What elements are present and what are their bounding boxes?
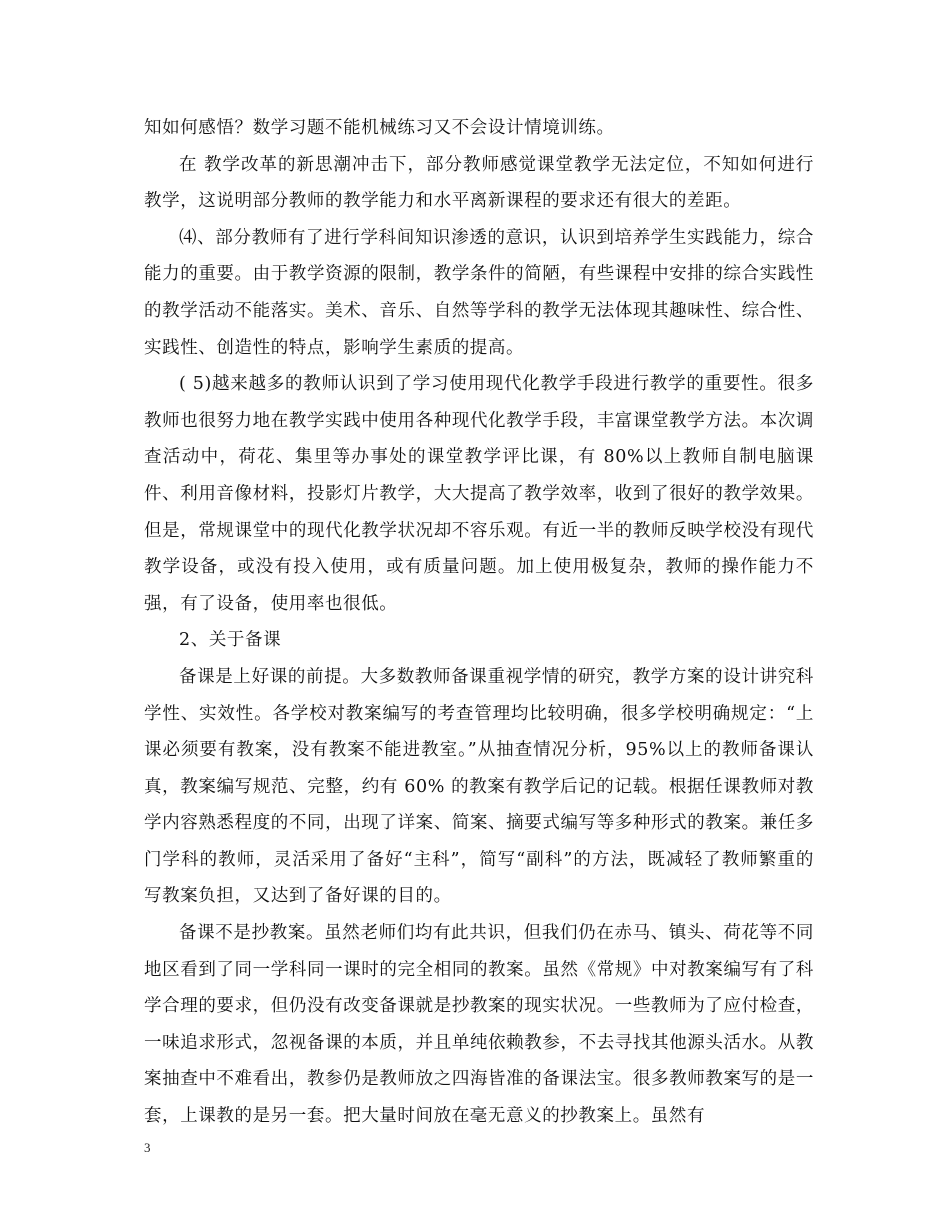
document-body xyxy=(144,110,814,1135)
paragraph-4: ( 5)越来越多的教师认识到了学习使用现代化教学手段进行教学的重要性。很多教师也很努力地在教学实践中使用各种现代化教学手段，丰富课堂教学方法。本次调查活动中，荷花、集里等办事处的课堂教学评比课，有 80%以上教师自制电脑课件、利用音像材料，投影灯片教学，大大提高了教学效率，收到了很好的教学效果。但是，常规课堂中的现代化教学状况却不容乐观。有近一半的教师反映学校没有现代教学设备，或没有投入使用，或有质量问题。加上使用极复杂，教师的操作能力不强，有了设备，使用率也很低。 xyxy=(144,374,814,614)
paragraph-3: ⑷、部分教师有了进行学科间知识渗透的意识，认识到培养学生实践能力，综合能力的重要。由于教学资源的限制，教学条件的简陋，有些课程中安排的综合实践性的教学活动不能落实。美术、音乐、自然等学科的教学无法体现其趣味性、综合性、实践性、创造性的特点，影响学生素质的提高。 xyxy=(144,227,814,358)
paragraph-2: 在 教学改革的新思潮冲击下，部分教师感觉课堂教学无法定位，不知如何进行教学，这说明部分教师的教学能力和水平离新课程的要求还有很大的差距。 xyxy=(144,154,814,212)
paragraph-6: 备课是上好课的前提。大多数教师备课重视学情的研究，教学方案的设计讲究科学性、实效性。各学校对教案编写的考查管理均比较明确，很多学校明确规定：“上课必须要有教案，没有教案不能进教室。”从抽查情况分析，95%以上的教师备课认真，教案编写规范、完整，约有 60% 的教案有教学后记的记载。根据任课教师对教学内容熟悉程度的不同，出现了详案、简案、摘要式编写等多种形式的教案。兼任多门学科的教师，灵活采用了备好“主科”，简写“副科”的方法，既减轻了教师繁重的写教案负担，又达到了备好课的目的。 xyxy=(144,666,814,907)
section-heading-lesson-prep: 2、关于备课 xyxy=(179,630,282,651)
page-number: 3 xyxy=(144,1140,151,1155)
paragraph-1: 知如何感悟？数学习题不能机械练习又不会设计情境训练。 xyxy=(144,118,615,138)
paragraph-7: 备课不是抄教案。虽然老师们均有此共识，但我们仍在赤马、镇头、荷花等不同地区看到了同一学科同一课时的完全相同的教案。虽然《常规》中对教案编写有了科学合理的要求，但仍没有改变备课就是抄教案的现实状况。一些教师为了应付检查，一味追求形式，忽视备课的本质，并且单纯依赖教参，不去寻找其他源头活水。从教案抽查中不难看出，教参仍是教师放之四海皆准的备课法宝。很多教师教案写的是一套，上课教的是另一套。把大量时间放在毫无意义的抄教案上。虽然有 xyxy=(144,923,814,1127)
